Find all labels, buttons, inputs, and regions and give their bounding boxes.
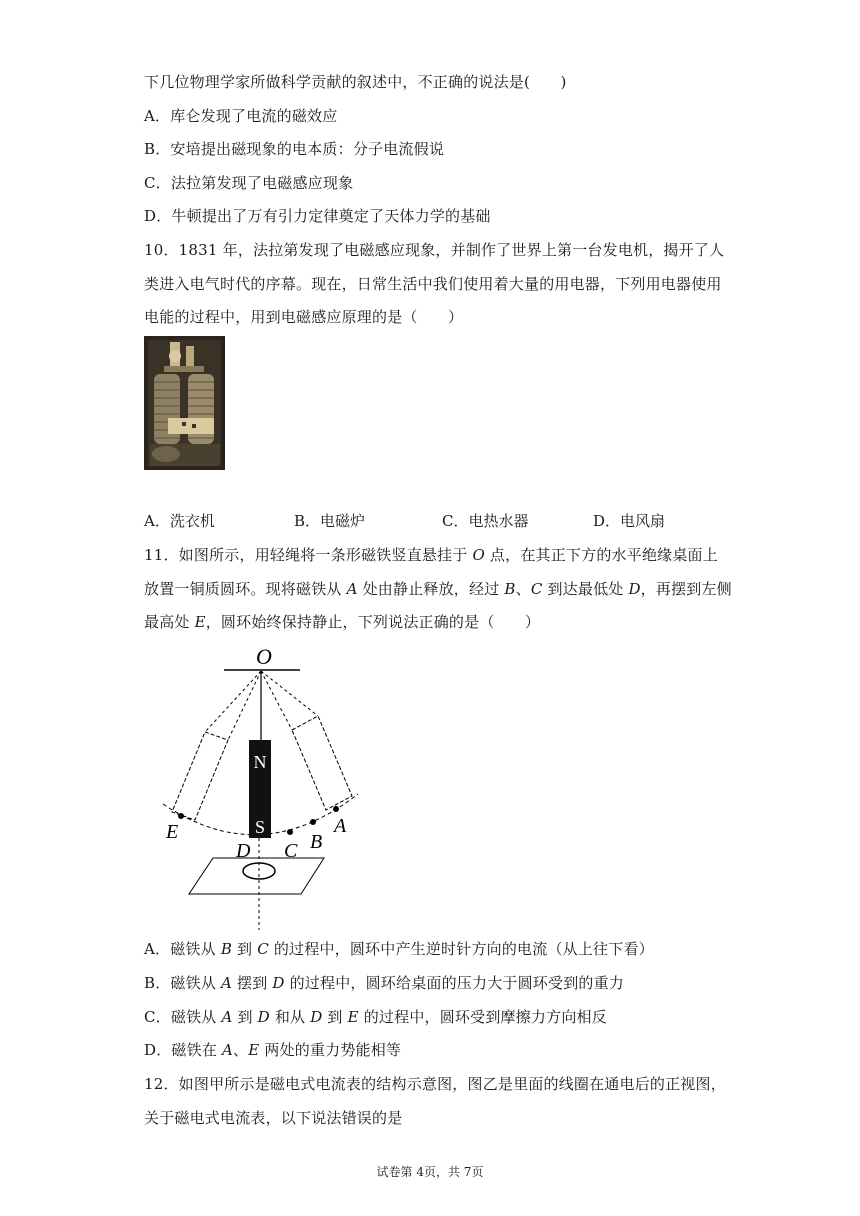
q10-option-d: D．电风扇 <box>593 512 666 530</box>
q10-options <box>144 511 724 531</box>
q11-line-1: 11．如图所示，用轻绳将一条形磁铁竖直悬挂于 O 点，在其正下方的水平绝缘桌面上 <box>144 546 718 564</box>
q12-line-1: 12．如图甲所示是磁电式电流表的结构示意图，图乙是里面的线圈在通电后的正视图， <box>144 1075 726 1093</box>
q9-option-a: A．库仑发现了电流的磁效应 <box>144 107 338 125</box>
magnet-ghost-right <box>292 716 352 810</box>
q9-stem: 下几位物理学家所做科学贡献的叙述中，不正确的说法是( ) <box>144 73 567 91</box>
page-footer: 试卷第 4页，共 7页 <box>376 1165 484 1179</box>
pendulum-magnet-diagram <box>158 644 368 934</box>
point-C <box>287 829 293 835</box>
q11-option-c: C．磁铁从 A 到 D 和从 D 到 E 的过程中，圆环受到摩擦力方向相反 <box>144 1008 607 1026</box>
label-A: A <box>334 815 347 837</box>
q10-option-a: A．洗衣机 <box>144 512 215 530</box>
label-S: S <box>254 817 266 837</box>
q9-option-d: D．牛顿提出了万有引力定律奠定了天体力学的基础 <box>144 207 491 225</box>
magnet-ghost-left <box>172 732 228 820</box>
point-B <box>310 819 316 825</box>
label-E: E <box>166 821 179 843</box>
q10-line-2: 类进入电气时代的序幕。现在，日常生活中我们使用着大量的用电器，下列用电器使用 <box>144 275 722 293</box>
label-B: B <box>310 831 323 853</box>
point-A <box>333 806 339 812</box>
q10-line-3: 电能的过程中，用到电磁感应原理的是（ ） <box>144 308 464 326</box>
q11-line-2: 放置一铜质圆环。现将磁铁从 A 处由静止释放，经过 B、C 到达最低处 D，再摆到左侧 <box>144 580 732 598</box>
q11-option-b: B．磁铁从 A 摆到 D 的过程中，圆环给桌面的压力大于圆环受到的重力 <box>144 974 624 992</box>
q10-option-c: C．电热水器 <box>442 512 529 530</box>
label-D: D <box>236 840 251 862</box>
q10-line-1: 10．1831 年，法拉第发现了电磁感应现象，并制作了世界上第一台发电机，揭开了人 <box>144 241 725 259</box>
generator-photo <box>144 336 225 470</box>
label-O: O <box>256 644 272 669</box>
q11-line-3: 最高处 E，圆环始终保持静止，下列说法正确的是（ ） <box>144 613 541 631</box>
q9-option-c: C．法拉第发现了电磁感应现象 <box>144 174 354 192</box>
q9-option-b: B．安培提出磁现象的电本质：分子电流假说 <box>144 140 445 158</box>
label-N: N <box>253 752 267 772</box>
q10-option-b: B．电磁炉 <box>294 512 366 530</box>
q12-line-2: 关于磁电式电流表，以下说法错误的是 <box>144 1109 403 1127</box>
q11-option-d: D．磁铁在 A、E 两处的重力势能相等 <box>144 1041 402 1059</box>
q11-option-a: A．磁铁从 B 到 C 的过程中，圆环中产生逆时针方向的电流（从上往下看） <box>144 940 654 958</box>
label-C: C <box>284 840 298 862</box>
point-E <box>178 813 184 819</box>
